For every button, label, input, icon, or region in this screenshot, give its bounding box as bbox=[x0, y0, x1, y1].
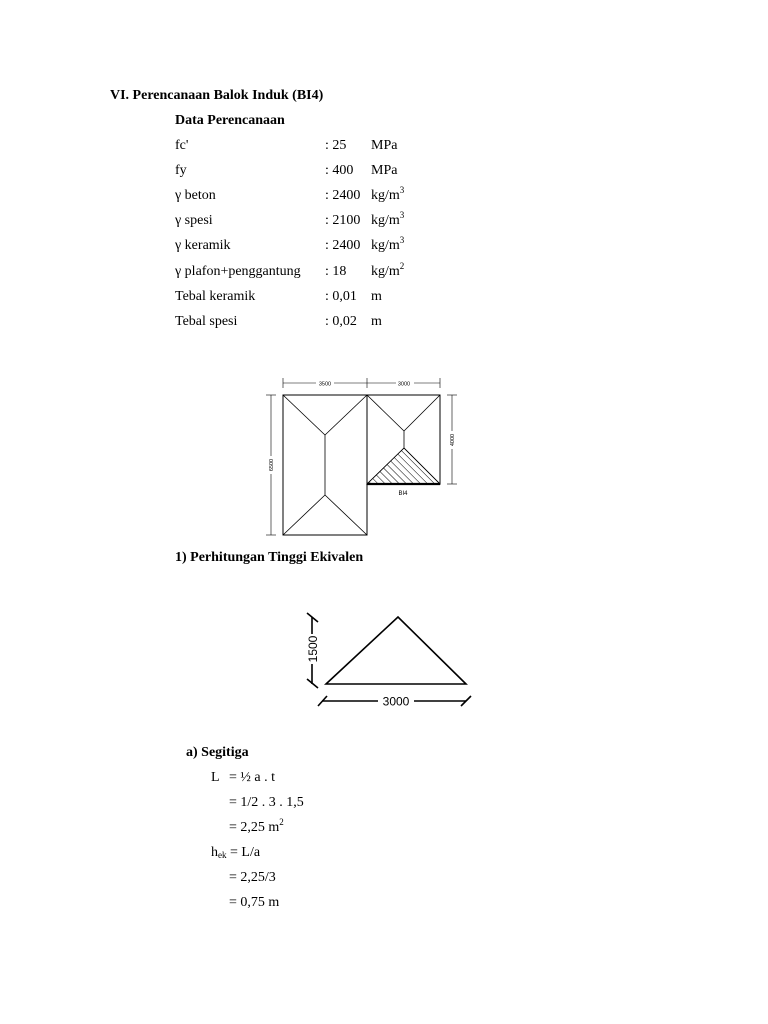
data-heading: Data Perencanaan bbox=[175, 113, 285, 128]
calc-line-3-text: = 2,25 m bbox=[229, 820, 280, 835]
unit-text: kg/m bbox=[371, 213, 400, 228]
row-unit bbox=[371, 210, 405, 229]
dim-left-label: 6500 bbox=[269, 458, 275, 472]
row-value: : 400 bbox=[325, 163, 354, 178]
calc-line-5: = 2,25/3 bbox=[229, 870, 276, 885]
calc-line-4 bbox=[211, 845, 260, 861]
unit-text: kg/m bbox=[371, 264, 400, 279]
row-label: γ plafon+penggantung bbox=[175, 264, 301, 279]
row-value: : 2400 bbox=[325, 188, 361, 203]
section-title: VI. Perencanaan Balok Induk (BI4) bbox=[110, 88, 324, 103]
row-value: : 2400 bbox=[325, 238, 361, 253]
load-distribution-plan bbox=[255, 370, 475, 540]
calc-line-3 bbox=[229, 817, 284, 836]
hek-formula: = L/a bbox=[226, 845, 261, 860]
row-label: γ beton bbox=[175, 188, 216, 203]
calc-heading: a) Segitiga bbox=[186, 745, 249, 760]
dim-top-right-label: 3000 bbox=[397, 381, 411, 388]
dim-right-label: 4000 bbox=[450, 433, 456, 447]
unit-text: MPa bbox=[371, 138, 398, 153]
unit-text: kg/m bbox=[371, 188, 400, 203]
row-label: Tebal keramik bbox=[175, 289, 256, 304]
base-label: 3000 bbox=[382, 694, 410, 709]
hek-subscript: ek bbox=[218, 850, 227, 860]
unit-exponent: 3 bbox=[399, 210, 405, 220]
subsection-heading: 1) Perhitungan Tinggi Ekivalen bbox=[175, 550, 364, 565]
triangle-load-diagram bbox=[300, 605, 475, 710]
row-unit bbox=[371, 314, 382, 330]
row-label: Tebal spesi bbox=[175, 314, 238, 329]
row-label: fy bbox=[175, 163, 187, 178]
row-value: : 25 bbox=[325, 138, 347, 153]
unit-exponent: 3 bbox=[399, 235, 405, 245]
row-value: : 2100 bbox=[325, 213, 361, 228]
unit-text: kg/m bbox=[371, 238, 400, 253]
row-unit bbox=[371, 235, 405, 254]
dimension-lines bbox=[266, 378, 457, 535]
row-unit bbox=[371, 185, 405, 204]
unit-exponent: 3 bbox=[399, 185, 405, 195]
row-label: fc' bbox=[175, 138, 189, 153]
triangle-shape bbox=[326, 617, 466, 684]
row-value: : 0,02 bbox=[325, 314, 357, 329]
calc-lhs-l: L bbox=[211, 770, 220, 785]
unit-text: m bbox=[371, 314, 382, 329]
hatched-load-area bbox=[367, 448, 440, 484]
calc-line-1: = ½ a . t bbox=[229, 770, 275, 785]
unit-exponent: 2 bbox=[399, 261, 405, 271]
calc-line-2: = 1/2 . 3 . 1,5 bbox=[229, 795, 304, 810]
dim-top-left-label: 3500 bbox=[318, 381, 332, 388]
unit-text: MPa bbox=[371, 163, 398, 178]
height-label: 1500 bbox=[306, 635, 320, 663]
row-unit bbox=[371, 163, 397, 179]
calc-line-6: = 0,75 m bbox=[229, 895, 280, 910]
row-unit bbox=[371, 261, 405, 280]
unit-text: m bbox=[371, 289, 382, 304]
calc-line-3-exponent: 2 bbox=[279, 817, 284, 827]
row-unit bbox=[371, 289, 382, 305]
row-value: : 0,01 bbox=[325, 289, 357, 304]
beam-label: BI4 bbox=[398, 491, 408, 497]
hek-symbol: h bbox=[211, 845, 218, 860]
row-value: : 18 bbox=[325, 264, 347, 279]
row-label: γ spesi bbox=[175, 213, 213, 228]
row-label: γ keramik bbox=[175, 238, 231, 253]
row-unit bbox=[371, 138, 397, 154]
